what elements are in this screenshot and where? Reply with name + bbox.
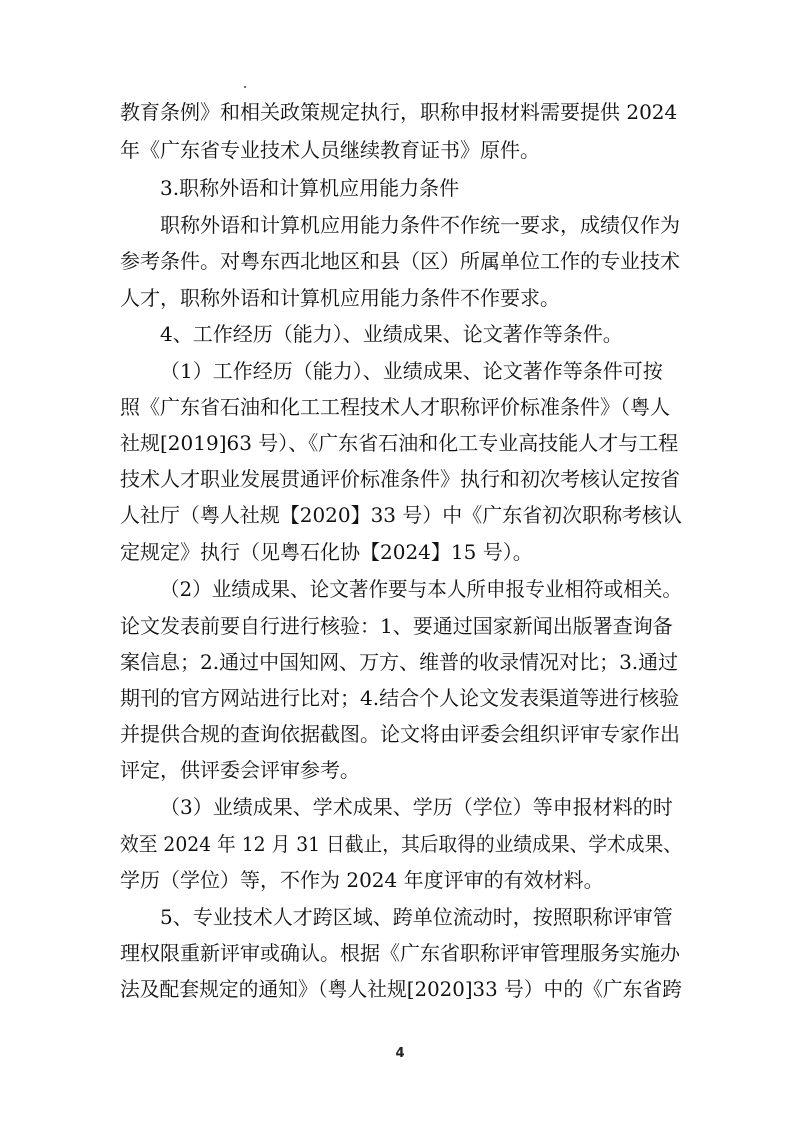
text-line: （2）业绩成果、论文著作要与本人所申报专业相符或相关。 bbox=[160, 577, 682, 601]
scan-speck bbox=[244, 86, 246, 88]
text-line: 期刊的官方网站进行比对；4.结合个人论文发表渠道等进行核验 bbox=[120, 686, 680, 710]
section-heading: 4、工作经历（能力）、业绩成果、论文著作等条件。 bbox=[160, 322, 623, 346]
text-line: （1）工作经历（能力）、业绩成果、论文著作等条件可按 bbox=[160, 359, 663, 383]
text-line: 定规定》执行（见粤石化协【2024】15 号）。 bbox=[120, 540, 533, 564]
text-line: 效至 2024 年 12 月 31 日截止，其后取得的业绩成果、学术成果、 bbox=[120, 832, 682, 856]
text-line: 职称外语和计算机应用能力条件不作统一要求，成绩仅作为 bbox=[160, 213, 680, 237]
page-number: 4 bbox=[395, 1046, 405, 1061]
text-line: 教育条例》和相关政策规定执行，职称申报材料需要提供 2024 bbox=[120, 100, 678, 124]
text-line: 人社厅（粤人社规【2020】33 号）中《广东省初次职称考核认 bbox=[120, 503, 682, 527]
text-line: 学历（学位）等，不作为 2024 年度评审的有效材料。 bbox=[120, 868, 604, 892]
text-line: 参考条件。对粤东西北地区和县（区）所属单位工作的专业技术 bbox=[120, 249, 680, 273]
text-line: 论文发表前要自行进行核验：1、要通过国家新闻出版署查询备 bbox=[120, 614, 673, 638]
text-line: 评定，供评委会评审参考。 bbox=[120, 758, 360, 782]
text-line: 并提供合规的查询依据截图。论文将由评委会组织评审专家作出 bbox=[120, 722, 680, 746]
text-line: 法及配套规定的通知》（粤人社规[2020]33 号）中的《广东省跨 bbox=[120, 977, 682, 1001]
text-line: （3）业绩成果、学术成果、学历（学位）等申报材料的时 bbox=[160, 795, 673, 819]
text-line: 年《广东省专业技术人员继续教育证书》原件。 bbox=[120, 138, 540, 162]
text-line: 照《广东省石油和化工工程技术人才职称评价标准条件》（粤人 bbox=[120, 395, 670, 419]
text-line: 案信息；2.通过中国知网、万方、维普的收录情况对比；3.通过 bbox=[120, 650, 679, 674]
section-heading: 3.职称外语和计算机应用能力条件 bbox=[160, 176, 460, 200]
section-heading: 5、专业技术人才跨区域、跨单位流动时，按照职称评审管 bbox=[160, 905, 673, 929]
text-line: 人才，职称外语和计算机应用能力条件不作要求。 bbox=[120, 286, 560, 310]
text-line: 技术人才职业发展贯通评价标准条件》执行和初次考核认定按省 bbox=[120, 467, 680, 491]
text-line: 理权限重新评审或确认。根据《广东省职称评审管理服务实施办 bbox=[120, 941, 680, 965]
text-line: 社规[2019]63 号）、《广东省石油和化工专业高技能人才与工程 bbox=[120, 431, 679, 455]
